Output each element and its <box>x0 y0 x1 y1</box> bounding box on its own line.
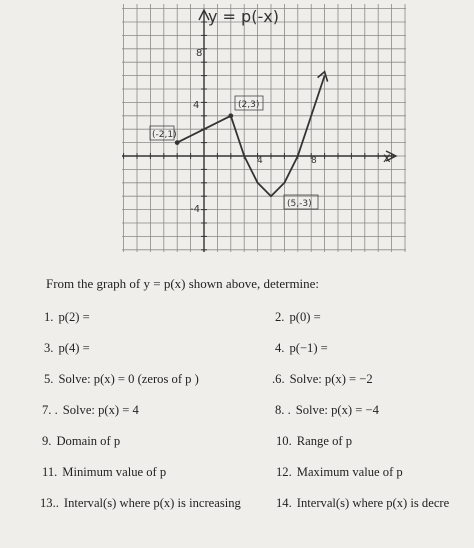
question-item <box>276 434 352 449</box>
question-text: p(0) = <box>289 310 321 324</box>
y-tick-label: 8 <box>196 48 203 59</box>
question-number: 5. <box>44 372 54 386</box>
question-text: Minimum value of p <box>62 465 167 479</box>
question-text: p(4) = <box>58 341 90 355</box>
function-curve <box>177 76 324 197</box>
endpoint-dot <box>228 113 233 118</box>
y-tick-label: -4 <box>190 204 200 215</box>
question-number: 4. <box>275 341 285 355</box>
question-text: Solve: p(x) = 0 (zeros of p ) <box>58 372 199 386</box>
point-label: (-2,1) <box>152 130 177 140</box>
question-number: 7. . <box>42 403 58 417</box>
question-text: p(−1) = <box>289 341 328 355</box>
question-text: Solve: p(x) = −4 <box>295 403 379 417</box>
question-number: 12. <box>276 465 292 479</box>
question-item <box>44 341 90 356</box>
question-number: 14. <box>276 496 292 510</box>
question-number: 1. <box>44 310 54 324</box>
question-number: 2. <box>275 310 285 324</box>
question-text: Solve: p(x) = −2 <box>289 372 373 386</box>
instructions: From the graph of y = p(x) shown above, determine: <box>46 276 320 291</box>
question-item <box>275 310 321 325</box>
question-item <box>275 403 379 418</box>
question-text: Solve: p(x) = 4 <box>62 403 139 417</box>
question-item <box>40 496 241 511</box>
question-item <box>44 372 199 387</box>
question-text: p(2) = <box>58 310 90 324</box>
graph-grid <box>122 4 406 252</box>
question-item <box>276 465 403 480</box>
question-item <box>42 465 166 480</box>
question-item <box>275 341 328 356</box>
question-number: .6. <box>272 372 285 386</box>
question-number: 10. <box>276 434 292 448</box>
x-axis-label: x <box>383 151 391 166</box>
question-number: 3. <box>44 341 54 355</box>
question-item <box>42 434 120 449</box>
endpoint-dot <box>175 140 180 145</box>
x-tick-label: 8 <box>311 156 317 166</box>
question-item <box>276 496 449 511</box>
question-text: Range of p <box>296 434 353 448</box>
x-tick-label: 4 <box>257 156 263 166</box>
question-item <box>272 372 373 387</box>
graph-title: y = p(-x) <box>208 7 279 26</box>
question-item <box>44 310 90 325</box>
point-label: (2,3) <box>238 100 260 110</box>
question-text: Interval(s) where p(x) is increasing <box>63 496 241 510</box>
question-number: 11. <box>42 465 58 479</box>
coordinate-graph <box>0 0 474 270</box>
y-tick-label: 4 <box>193 100 200 111</box>
question-text: Domain of p <box>56 434 121 448</box>
point-label: (5,-3) <box>287 199 312 209</box>
question-text: Interval(s) where p(x) is decre <box>296 496 450 510</box>
question-number: 13.. <box>40 496 59 510</box>
question-item <box>42 403 139 418</box>
question-number: 9. <box>42 434 52 448</box>
question-text: Maximum value of p <box>296 465 403 479</box>
question-number: 8. . <box>275 403 291 417</box>
